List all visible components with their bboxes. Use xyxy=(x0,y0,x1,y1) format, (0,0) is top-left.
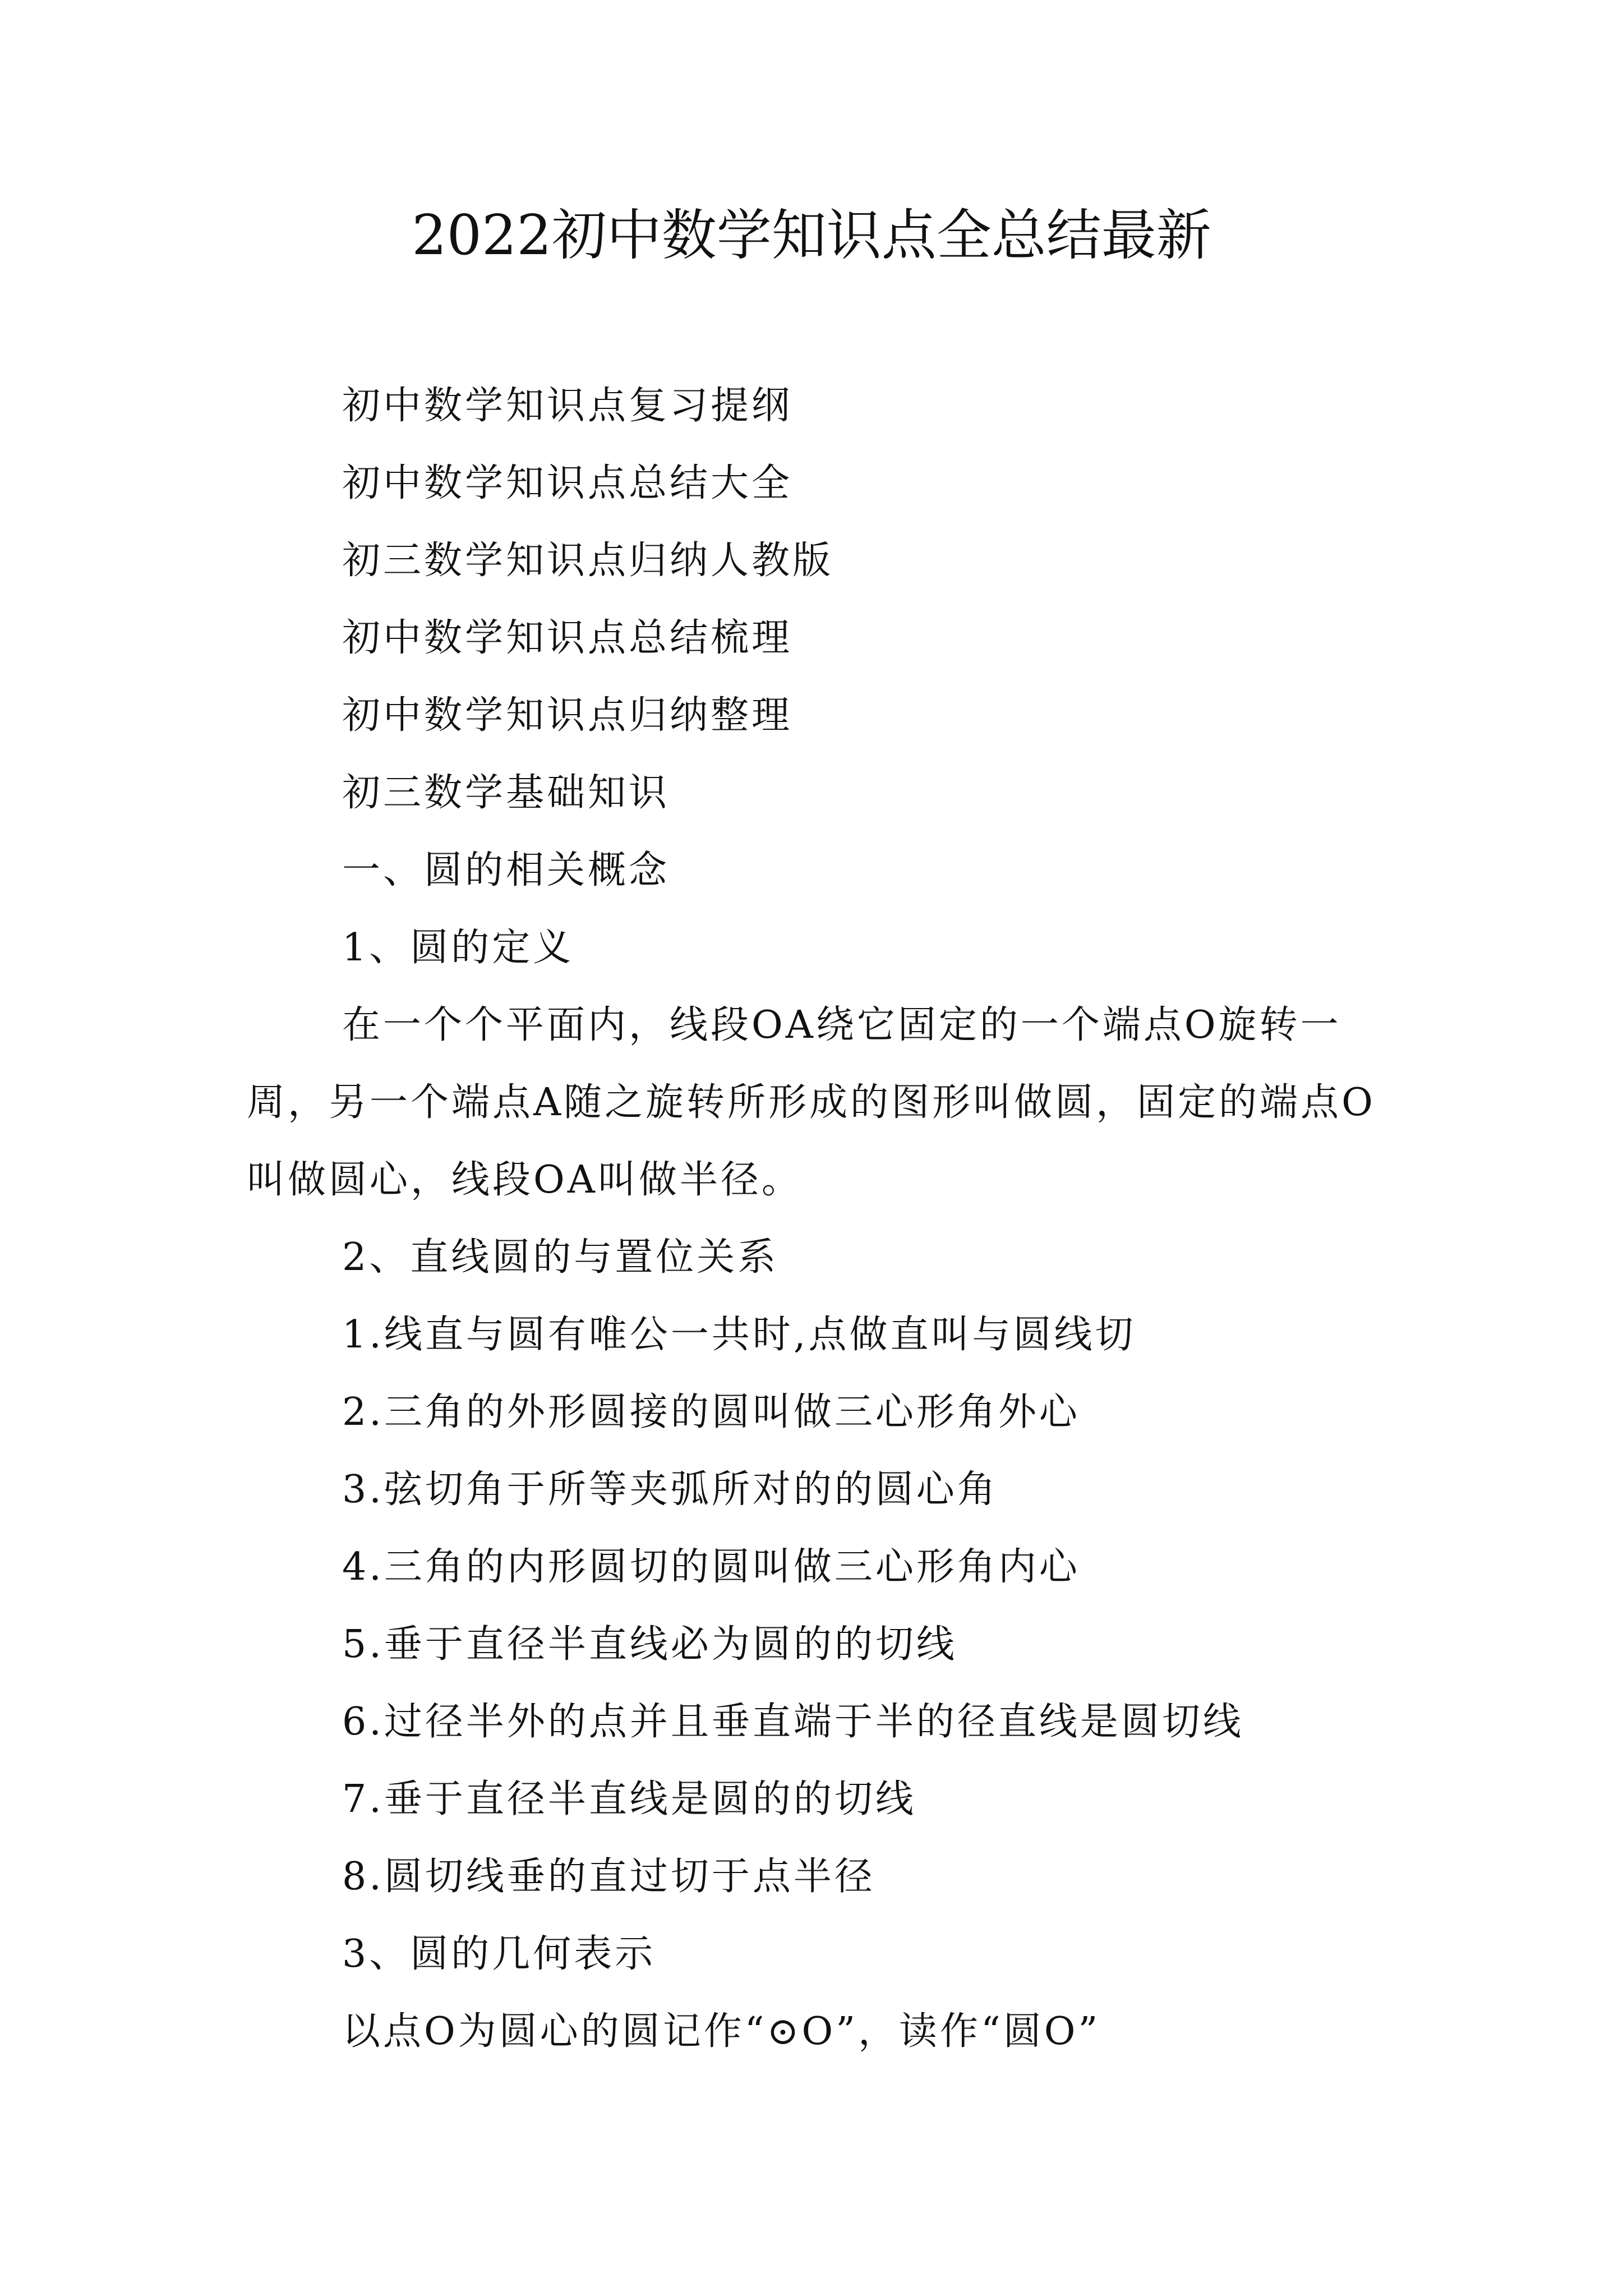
list-item: 8.圆切线垂的直过切于点半径 xyxy=(342,1855,875,1899)
subsection-heading: 1、圆的定义 xyxy=(342,926,574,970)
document-body xyxy=(247,367,1391,2070)
paragraph: 初三数学知识点归纳人教版 xyxy=(342,539,834,583)
list-item: 7.垂于直径半直线是圆的的切线 xyxy=(342,1777,916,1821)
paragraph: 初中数学知识点归纳整理 xyxy=(342,693,793,738)
list-item: 1.线直与圆有唯公一共时,点做直叫与圆线切 xyxy=(342,1313,1136,1357)
paragraph: 初三数学基础知识 xyxy=(342,771,670,815)
paragraph: 初中数学知识点总结大全 xyxy=(342,461,793,505)
list-item: 3.弦切角于所等夹弧所对的的圆心角 xyxy=(342,1467,998,1512)
paragraph: 初中数学知识点总结梳理 xyxy=(342,616,793,660)
section-heading: 一、圆的相关概念 xyxy=(342,848,670,892)
list-item: 2.三角的外形圆接的圆叫做三心形角外心 xyxy=(342,1390,1080,1434)
list-item: 5.垂于直径半直线必为圆的的切线 xyxy=(342,1622,957,1667)
list-item: 6.过径半外的点并且垂直端于半的径直线是圆切线 xyxy=(342,1700,1244,1744)
subsection-heading: 2、直线圆的与置位关系 xyxy=(342,1235,779,1280)
paragraph: 在一个个平面内，线段OA绕它固定的一个端点O旋转一周，另一个端点A随之旋转所形成的图形叫做圆，固定的端点O叫做圆心，线段OA叫做半径。 xyxy=(247,1003,1376,1202)
subsection-heading: 3、圆的几何表示 xyxy=(342,1932,656,1976)
paragraph: 以点O为圆心的圆记作“⊙O”，读作“圆O” xyxy=(342,2009,1101,2054)
document-title: 2022初中数学知识点全总结最新 xyxy=(412,204,1211,268)
list-item: 4.三角的内形圆切的圆叫做三心形角内心 xyxy=(342,1545,1080,1589)
paragraph: 初中数学知识点复习提纲 xyxy=(342,384,793,428)
